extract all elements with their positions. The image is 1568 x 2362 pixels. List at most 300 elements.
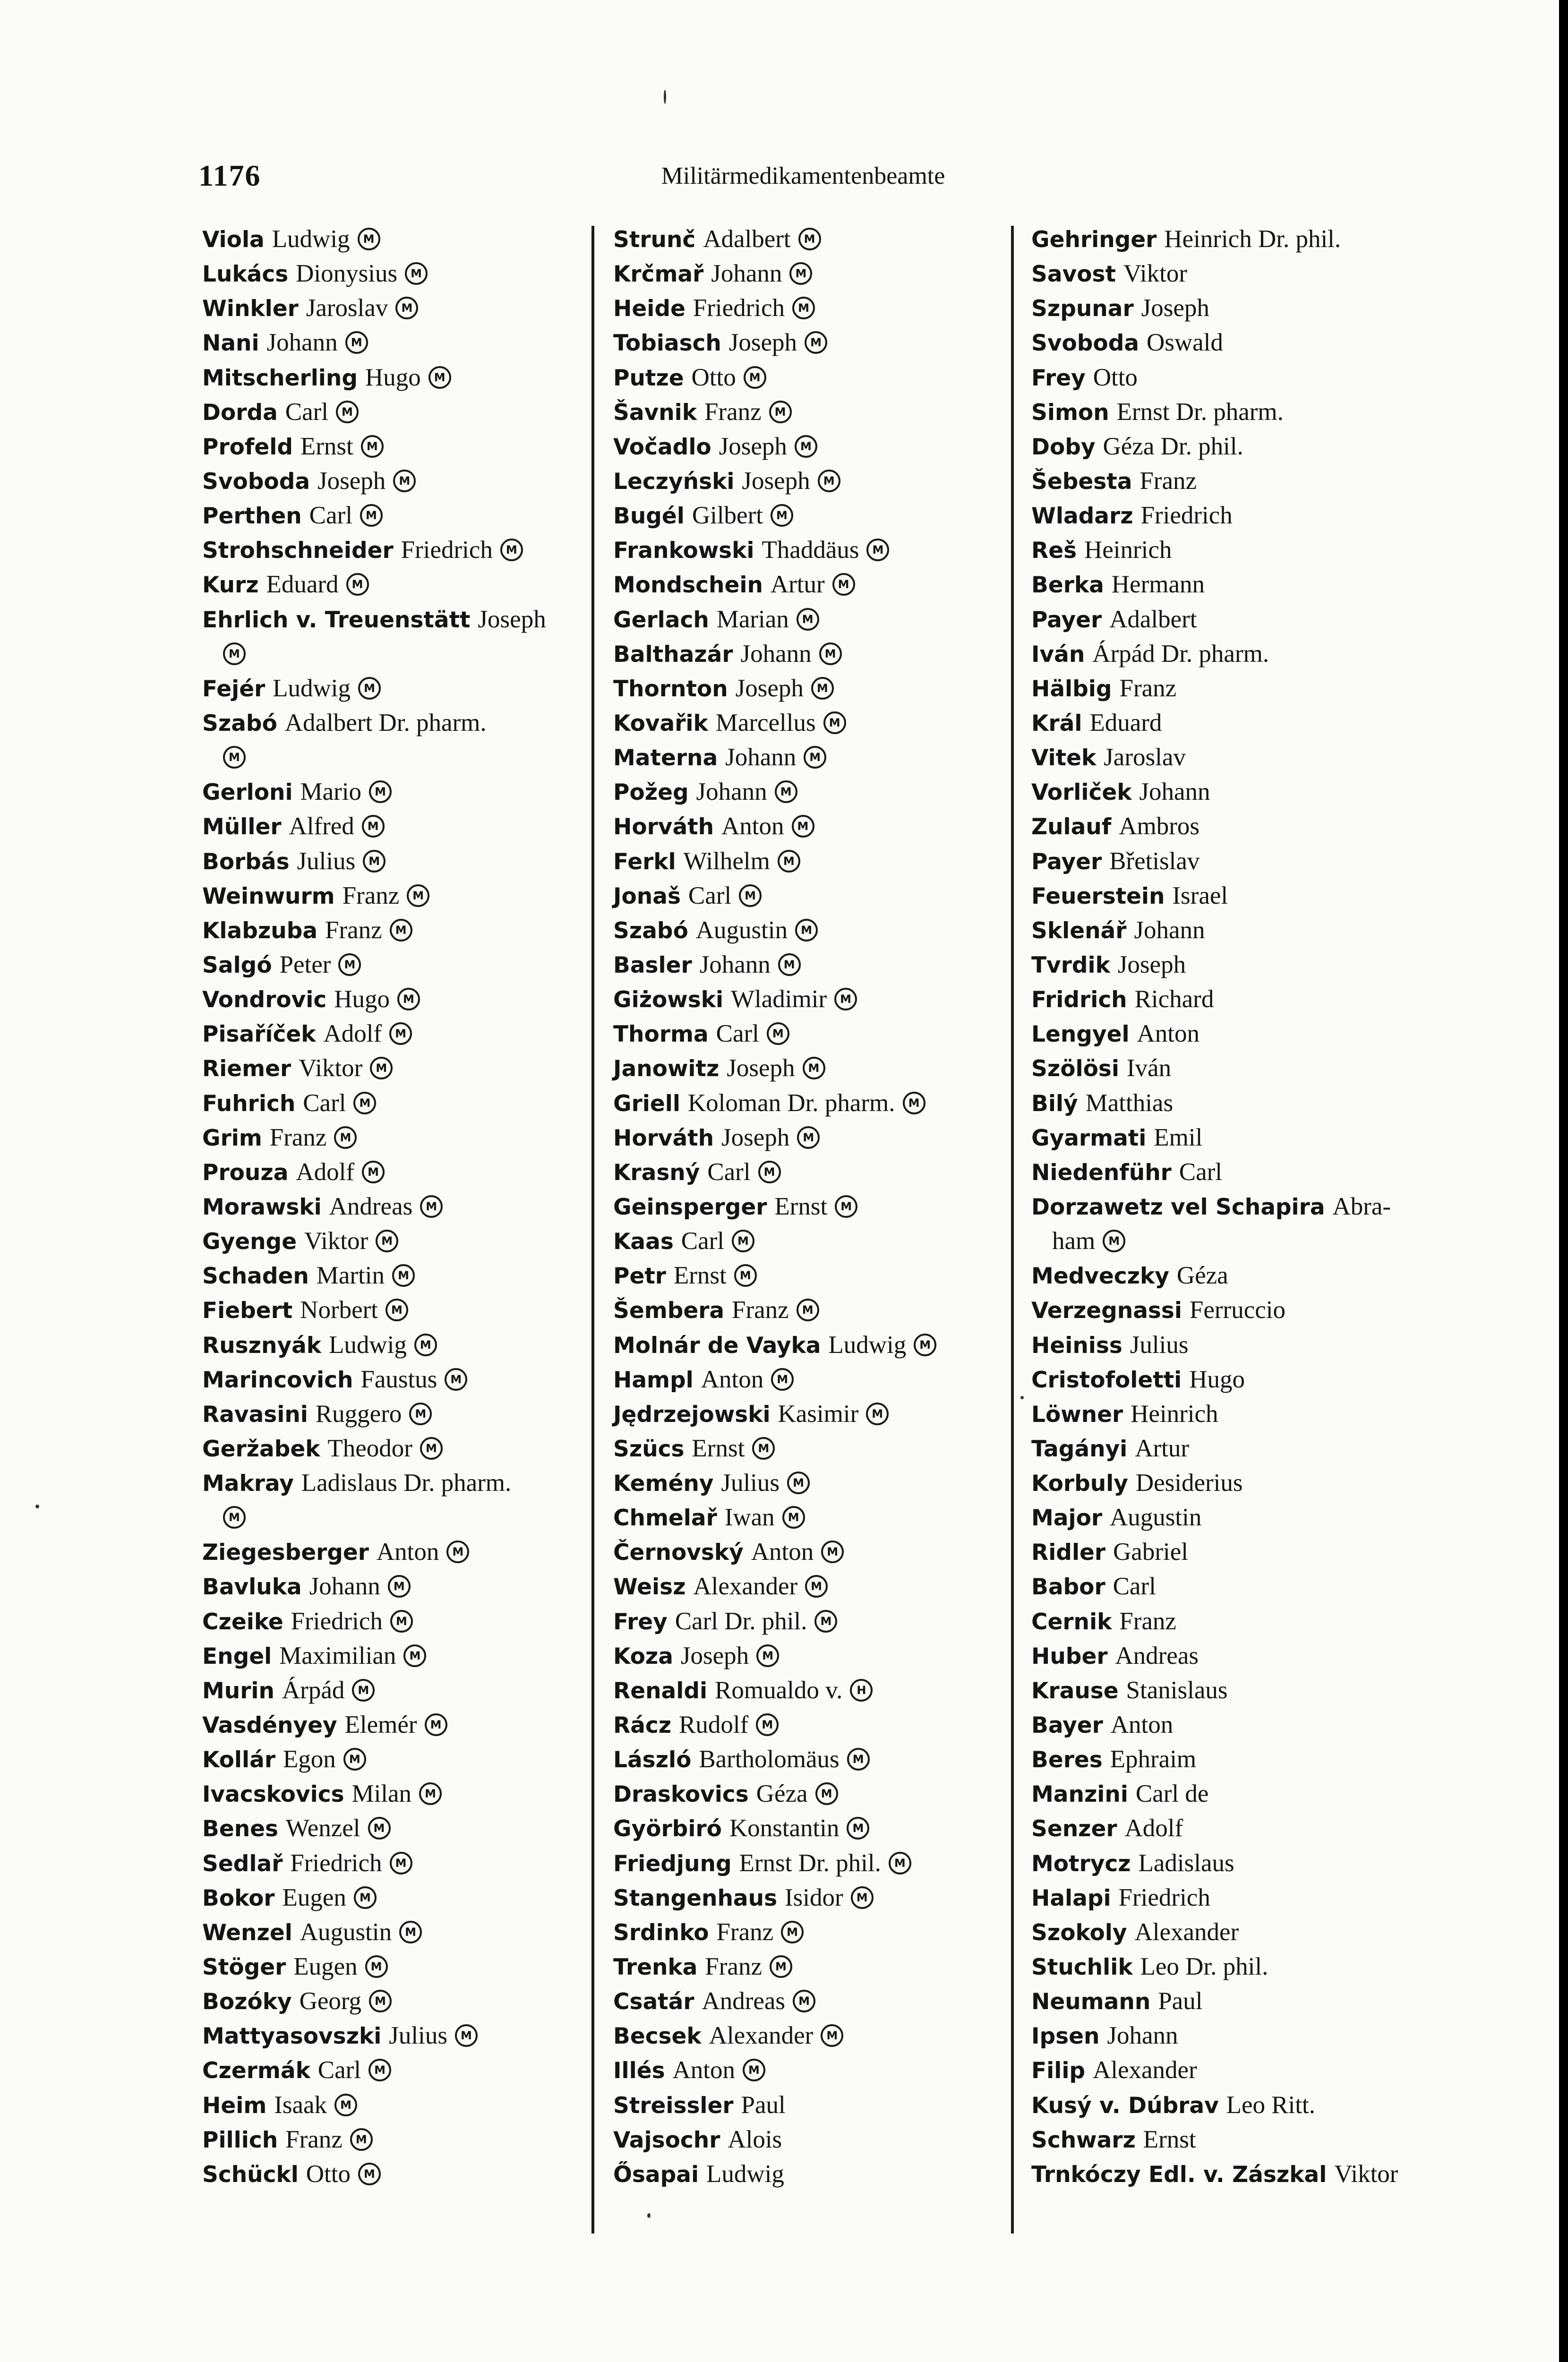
given-name: Franz	[1119, 1607, 1176, 1635]
name-entry	[600, 1604, 1011, 1639]
name-entry	[189, 1984, 595, 2019]
name-entry	[600, 1569, 1011, 1604]
surname: Krause	[1031, 1677, 1119, 1704]
surname: Bugél	[613, 503, 685, 530]
given-name: Julius	[389, 2022, 447, 2050]
circled-mark-icon: M	[778, 850, 800, 873]
given-name: Richard	[1134, 985, 1214, 1013]
name-entry	[189, 2157, 595, 2191]
name-column-3	[1018, 222, 1462, 2191]
given-name: Géza Dr. phil.	[1103, 432, 1243, 460]
given-name: Johann	[266, 329, 338, 357]
circled-mark-icon: M	[769, 401, 792, 423]
given-name: Israel	[1172, 881, 1228, 909]
circled-mark-icon: M	[428, 366, 451, 389]
circled-mark-icon: M	[358, 677, 381, 700]
circled-mark-icon: M	[403, 1644, 426, 1667]
surname: Cernik	[1031, 1609, 1112, 1635]
given-name: Árpád	[282, 1676, 345, 1704]
given-name: Matthias	[1085, 1089, 1174, 1117]
given-name: Joseph	[719, 432, 787, 460]
given-name: Faustus	[360, 1365, 437, 1393]
circled-mark-icon: M	[811, 677, 834, 700]
surname: Czermák	[202, 2058, 310, 2084]
given-name: Artur	[1135, 1434, 1190, 1462]
given-name: Franz	[1119, 674, 1177, 702]
surname: Neumann	[1031, 1989, 1151, 2015]
name-entry	[600, 948, 1011, 982]
given-name: Norbert	[300, 1296, 378, 1324]
circled-mark-icon: M	[914, 1334, 936, 1356]
given-name: Joseph	[727, 1054, 795, 1082]
surname: Svoboda	[1031, 330, 1140, 357]
name-entry	[600, 360, 1011, 395]
surname: Illés	[613, 2058, 665, 2084]
surname: Basler	[613, 952, 692, 978]
given-name: Iván	[1126, 1054, 1172, 1082]
name-entry	[600, 429, 1011, 464]
surname: Szabó	[202, 710, 277, 736]
circled-mark-icon: M	[223, 746, 246, 769]
circled-mark-icon: M	[414, 1334, 437, 1356]
surname: Geržabek	[202, 1436, 320, 1462]
given-name: Friedrich	[291, 1607, 383, 1635]
given-name: Friedrich	[1140, 502, 1233, 530]
name-entry	[1018, 291, 1462, 325]
circled-mark-icon: M	[805, 331, 827, 354]
surname: Doby	[1031, 434, 1096, 460]
surname: Bozóky	[202, 1989, 292, 2015]
name-entry	[189, 1397, 595, 1431]
given-name: Milan	[351, 1780, 412, 1808]
name-entry	[600, 913, 1011, 948]
name-entry	[189, 1466, 595, 1500]
surname: Profeld	[202, 434, 293, 460]
circled-mark-icon: M	[419, 1782, 442, 1805]
name-entry	[600, 2157, 1011, 2191]
surname: Babor	[1031, 1574, 1105, 1600]
given-name: Joseph	[1141, 294, 1209, 322]
name-entry	[600, 775, 1011, 809]
name-entry	[600, 844, 1011, 879]
name-entry	[189, 2053, 595, 2088]
surname: Thorma	[613, 1021, 709, 1048]
name-entry	[189, 1362, 595, 1397]
circled-mark-icon: M	[445, 1368, 467, 1391]
circled-mark-icon: M	[388, 1575, 411, 1598]
name-entry	[1018, 498, 1462, 533]
name-entry	[600, 1708, 1011, 1742]
name-entry	[600, 1984, 1011, 2019]
name-entry	[600, 671, 1011, 706]
name-entry	[600, 1051, 1011, 1086]
name-entry	[600, 325, 1011, 360]
name-entry	[1018, 982, 1462, 1017]
surname: László	[613, 1747, 692, 1773]
surname: Cristofoletti	[1031, 1367, 1182, 1393]
name-entry	[189, 1224, 595, 1258]
surname: Reš	[1031, 538, 1077, 564]
surname: Winkler	[202, 296, 299, 322]
surname: Payer	[1031, 848, 1102, 875]
name-entry	[600, 222, 1011, 257]
circled-mark-icon: M	[771, 504, 793, 527]
name-entry	[189, 1639, 595, 1673]
print-speck	[664, 90, 666, 104]
circled-mark-icon: M	[903, 1092, 925, 1114]
name-entry	[1018, 567, 1462, 602]
given-name: Johann	[699, 950, 771, 978]
surname: Bavluka	[202, 1574, 302, 1600]
circled-mark-icon: M	[399, 1921, 422, 1943]
given-name: Joseph	[1117, 950, 1186, 978]
circled-mark-icon: M	[346, 573, 369, 596]
name-entry	[189, 1155, 595, 1190]
name-entry	[189, 706, 595, 740]
given-name: Ernst	[692, 1434, 745, 1462]
surname: Bayer	[1031, 1712, 1103, 1739]
name-entry	[189, 1569, 595, 1604]
circled-mark-icon: M	[350, 2128, 373, 2151]
surname: Löwner	[1031, 1401, 1123, 1428]
name-entry	[600, 1742, 1011, 1777]
given-name: Thaddäus	[762, 536, 859, 564]
circled-mark-icon: M	[756, 1644, 779, 1667]
surname: Ferkl	[613, 848, 676, 875]
circled-mark-icon: M	[775, 780, 797, 803]
circled-mark-icon: M	[338, 953, 361, 976]
surname: Györbiró	[613, 1816, 722, 1842]
name-entry	[189, 775, 595, 809]
name-entry	[600, 1190, 1011, 1224]
name-entry	[189, 2019, 595, 2053]
surname: Weinwurm	[202, 883, 335, 909]
name-entry	[189, 602, 595, 637]
surname: Beres	[1031, 1747, 1103, 1773]
surname: Müller	[202, 814, 282, 840]
surname: Ziegesberger	[202, 1540, 369, 1566]
circled-mark-icon: M	[405, 262, 428, 285]
given-name: Adolf	[323, 1020, 382, 1048]
given-name: Anton	[376, 1538, 439, 1566]
given-name: Carl Dr. phil.	[675, 1607, 807, 1635]
name-entry	[1018, 360, 1462, 395]
surname: Vondrovic	[202, 987, 327, 1013]
surname: Chmelař	[613, 1505, 717, 1532]
surname: Verzegnassi	[1031, 1298, 1182, 1324]
given-name: Franz	[704, 398, 762, 426]
name-entry	[1018, 395, 1462, 429]
entry-continuation	[1018, 1224, 1462, 1258]
surname: Leczyński	[613, 468, 735, 495]
name-entry	[600, 602, 1011, 637]
circled-mark-icon: M	[363, 850, 386, 873]
circled-mark-icon: M	[815, 1782, 838, 1805]
surname: Ivacskovics	[202, 1781, 344, 1808]
surname: Simon	[1031, 399, 1109, 426]
given-name: Géza	[1176, 1262, 1228, 1290]
given-name: Joseph	[680, 1642, 749, 1669]
surname: Lengyel	[1031, 1021, 1130, 1048]
given-name: Anton	[672, 2056, 735, 2084]
name-entry	[1018, 1155, 1462, 1190]
surname: Heiniss	[1031, 1332, 1122, 1359]
name-entry	[600, 291, 1011, 325]
circled-mark-icon: M	[851, 1886, 874, 1909]
surname: Strohschneider	[202, 538, 394, 564]
page-number: 1176	[198, 159, 261, 192]
circled-mark-icon: M	[734, 1264, 757, 1287]
name-entry	[1018, 1639, 1462, 1673]
given-name: Johann	[696, 778, 767, 806]
circled-mark-icon: M	[369, 1990, 392, 2012]
circled-mark-icon: M	[455, 2024, 478, 2047]
name-entry	[189, 567, 595, 602]
surname: Sklenář	[1031, 917, 1127, 944]
name-entry	[1018, 913, 1462, 948]
name-entry	[189, 913, 595, 948]
name-entry	[189, 1742, 595, 1777]
circled-mark-icon: M	[739, 884, 762, 907]
surname: Murin	[202, 1677, 274, 1704]
given-name: Eduard	[1089, 709, 1162, 736]
given-name: Carl	[1179, 1158, 1223, 1186]
given-name: Elemér	[344, 1711, 417, 1739]
name-entry	[189, 1950, 595, 1984]
surname: Dorda	[202, 399, 278, 426]
surname: Král	[1031, 710, 1082, 736]
given-name: Mario	[300, 778, 362, 806]
name-entry	[189, 464, 595, 498]
circled-mark-icon: M	[771, 1368, 794, 1391]
name-entry	[600, 464, 1011, 498]
circled-mark-icon: M	[334, 2094, 357, 2116]
name-entry	[189, 1881, 595, 1915]
given-name: Anton	[721, 813, 784, 840]
entry-continuation	[189, 740, 595, 775]
surname: Marincovich	[202, 1367, 353, 1393]
given-name: Franz	[705, 1953, 762, 1981]
given-name: Jaroslav	[306, 294, 388, 322]
surname: Balthazár	[613, 641, 733, 668]
given-name: Rudolf	[679, 1711, 749, 1739]
surname: Schückl	[202, 2161, 299, 2188]
circled-mark-icon: M	[758, 1161, 781, 1183]
given-name: Andreas	[329, 1192, 413, 1220]
given-name: Anton	[751, 1538, 814, 1566]
circled-mark-icon: M	[446, 1540, 469, 1563]
circled-mark-icon: M	[789, 262, 812, 285]
given-name: Viktor	[304, 1227, 368, 1255]
name-entry	[600, 1950, 1011, 1984]
given-name: Egon	[283, 1746, 336, 1773]
name-entry	[1018, 1569, 1462, 1604]
surname: Prouza	[202, 1159, 289, 1186]
circled-mark-icon: M	[797, 608, 819, 631]
circled-mark-icon: M	[847, 1817, 869, 1840]
circled-mark-icon: M	[334, 1126, 357, 1149]
given-name: Jaroslav	[1104, 744, 1186, 771]
given-name: Franz	[716, 1918, 774, 1946]
surname: Rácz	[613, 1712, 672, 1739]
given-name: ham	[1052, 1227, 1096, 1255]
given-name: Joseph	[742, 467, 810, 495]
surname: Janowitz	[613, 1056, 720, 1082]
given-name: Carl	[716, 1020, 759, 1048]
name-entry	[1018, 671, 1462, 706]
name-entry	[600, 257, 1011, 291]
surname: Ehrlich v. Treuenstätt	[202, 607, 471, 633]
surname: Frankowski	[613, 538, 754, 564]
given-name: Alexander	[1093, 2056, 1197, 2084]
surname: Renaldi	[613, 1677, 708, 1704]
surname: Šavnik	[613, 399, 697, 426]
surname: Petr	[613, 1263, 666, 1290]
surname: Czeike	[202, 1609, 283, 1635]
surname: Makray	[202, 1471, 294, 1497]
name-entry	[600, 2053, 1011, 2088]
circled-mark-icon: M	[368, 1817, 391, 1840]
name-entry	[600, 706, 1011, 740]
given-name: Hugo	[365, 363, 421, 391]
circled-mark-icon: M	[752, 1437, 775, 1460]
name-entry	[600, 567, 1011, 602]
name-entry	[189, 1431, 595, 1466]
circled-mark-icon: M	[732, 1230, 754, 1252]
given-name: Otto	[1093, 363, 1138, 391]
name-entry	[600, 1397, 1011, 1431]
surname: Grim	[202, 1125, 262, 1151]
given-name: Hugo	[1189, 1365, 1245, 1393]
given-name: Dionysius	[296, 260, 398, 288]
given-name: Paul	[741, 2091, 786, 2119]
surname: Ősapai	[613, 2161, 699, 2188]
name-entry	[1018, 879, 1462, 913]
name-entry	[189, 1121, 595, 1155]
entry-continuation	[189, 637, 595, 671]
name-entry	[600, 1881, 1011, 1915]
given-name: Heinrich	[1131, 1400, 1218, 1428]
circled-mark-icon: M	[889, 1852, 911, 1874]
name-entry	[600, 1915, 1011, 1950]
surname: Vajsochr	[613, 2127, 720, 2153]
given-name: Carl	[707, 1158, 751, 1186]
surname: Šebesta	[1031, 468, 1132, 495]
given-name: Adolf	[1124, 1814, 1183, 1842]
section-title: Militärmedikamentenbeamte	[661, 163, 945, 189]
given-name: Kasimir	[778, 1400, 859, 1428]
given-name: Anton	[701, 1365, 764, 1393]
name-entry	[600, 637, 1011, 671]
circled-mark-icon: M	[792, 297, 815, 319]
surname: Dorzawetz vel Schapira	[1031, 1194, 1325, 1220]
name-entry	[189, 671, 595, 706]
name-entry	[1018, 464, 1462, 498]
surname: Benes	[202, 1816, 279, 1842]
surname: Feuerstein	[1031, 883, 1165, 909]
name-entry	[600, 1466, 1011, 1500]
name-entry	[1018, 2088, 1462, 2122]
name-entry	[1018, 844, 1462, 879]
surname: Niedenführ	[1031, 1159, 1172, 1186]
name-entry	[189, 360, 595, 395]
surname: Major	[1031, 1505, 1103, 1532]
given-name: Otto	[306, 2160, 351, 2188]
given-name: Leo Ritt.	[1226, 2091, 1316, 2119]
given-name: Franz	[342, 881, 400, 909]
given-name: Alexander	[709, 2022, 814, 2050]
name-entry	[600, 1846, 1011, 1881]
surname: Putze	[613, 365, 684, 391]
surname: Motrycz	[1031, 1850, 1131, 1877]
name-entry	[189, 1190, 595, 1224]
given-name: Artur	[770, 571, 825, 599]
circled-mark-icon: M	[793, 1990, 815, 2012]
name-entry	[1018, 740, 1462, 775]
circled-mark-icon: M	[368, 2059, 391, 2081]
circled-mark-icon: M	[804, 746, 826, 769]
circled-mark-icon: M	[392, 1264, 415, 1287]
given-name: Otto	[691, 363, 736, 391]
circled-mark-icon: M	[390, 919, 412, 941]
surname: Gerlach	[613, 607, 709, 633]
surname: Huber	[1031, 1643, 1108, 1669]
name-entry	[189, 1811, 595, 1846]
circled-mark-icon: M	[823, 711, 846, 734]
given-name: Eugen	[282, 1883, 346, 1911]
surname: Fridrich	[1031, 987, 1127, 1013]
circled-mark-icon: M	[805, 1575, 828, 1598]
given-name: Eduard	[266, 571, 339, 599]
surname: Tvrdik	[1031, 952, 1110, 978]
circled-mark-icon: M	[798, 228, 821, 250]
name-entry	[600, 1673, 1011, 1708]
circled-mark-icon: M	[819, 642, 842, 665]
given-name: Eugen	[293, 1953, 358, 1981]
given-name: Oswald	[1146, 329, 1223, 357]
surname: Becsek	[613, 2023, 702, 2050]
given-name: Maximilian	[279, 1642, 396, 1669]
given-name: Joseph	[478, 605, 546, 633]
given-name: Paul	[1158, 1987, 1203, 2015]
circled-mark-icon: M	[1103, 1230, 1125, 1252]
print-speck	[35, 1505, 39, 1508]
given-name: Franz	[732, 1296, 789, 1324]
name-entry	[600, 1258, 1011, 1293]
circled-mark-icon: M	[223, 642, 246, 665]
column-rule	[1011, 226, 1014, 2234]
name-entry	[1018, 1258, 1462, 1293]
circled-mark-icon: M	[744, 366, 766, 389]
name-entry	[1018, 1846, 1462, 1881]
surname: Černovský	[613, 1540, 744, 1566]
circled-mark-icon: M	[407, 884, 429, 907]
surname: Trnkóczy Edl. v. Zászkal	[1031, 2161, 1327, 2188]
surname: Vorliček	[1031, 779, 1132, 806]
running-head	[0, 158, 1559, 201]
given-name: Viktor	[1123, 260, 1188, 288]
circled-mark-icon: M	[821, 1540, 844, 1563]
circled-mark-icon: M	[770, 1955, 792, 1978]
circled-mark-icon: M	[354, 1886, 377, 1909]
name-entry	[189, 325, 595, 360]
surname: Bokor	[202, 1885, 275, 1911]
name-entry	[600, 1224, 1011, 1258]
surname: Szabó	[613, 917, 688, 944]
name-entry	[600, 395, 1011, 429]
given-name: Bartholomäus	[699, 1746, 840, 1773]
surname: Perthen	[202, 503, 302, 530]
